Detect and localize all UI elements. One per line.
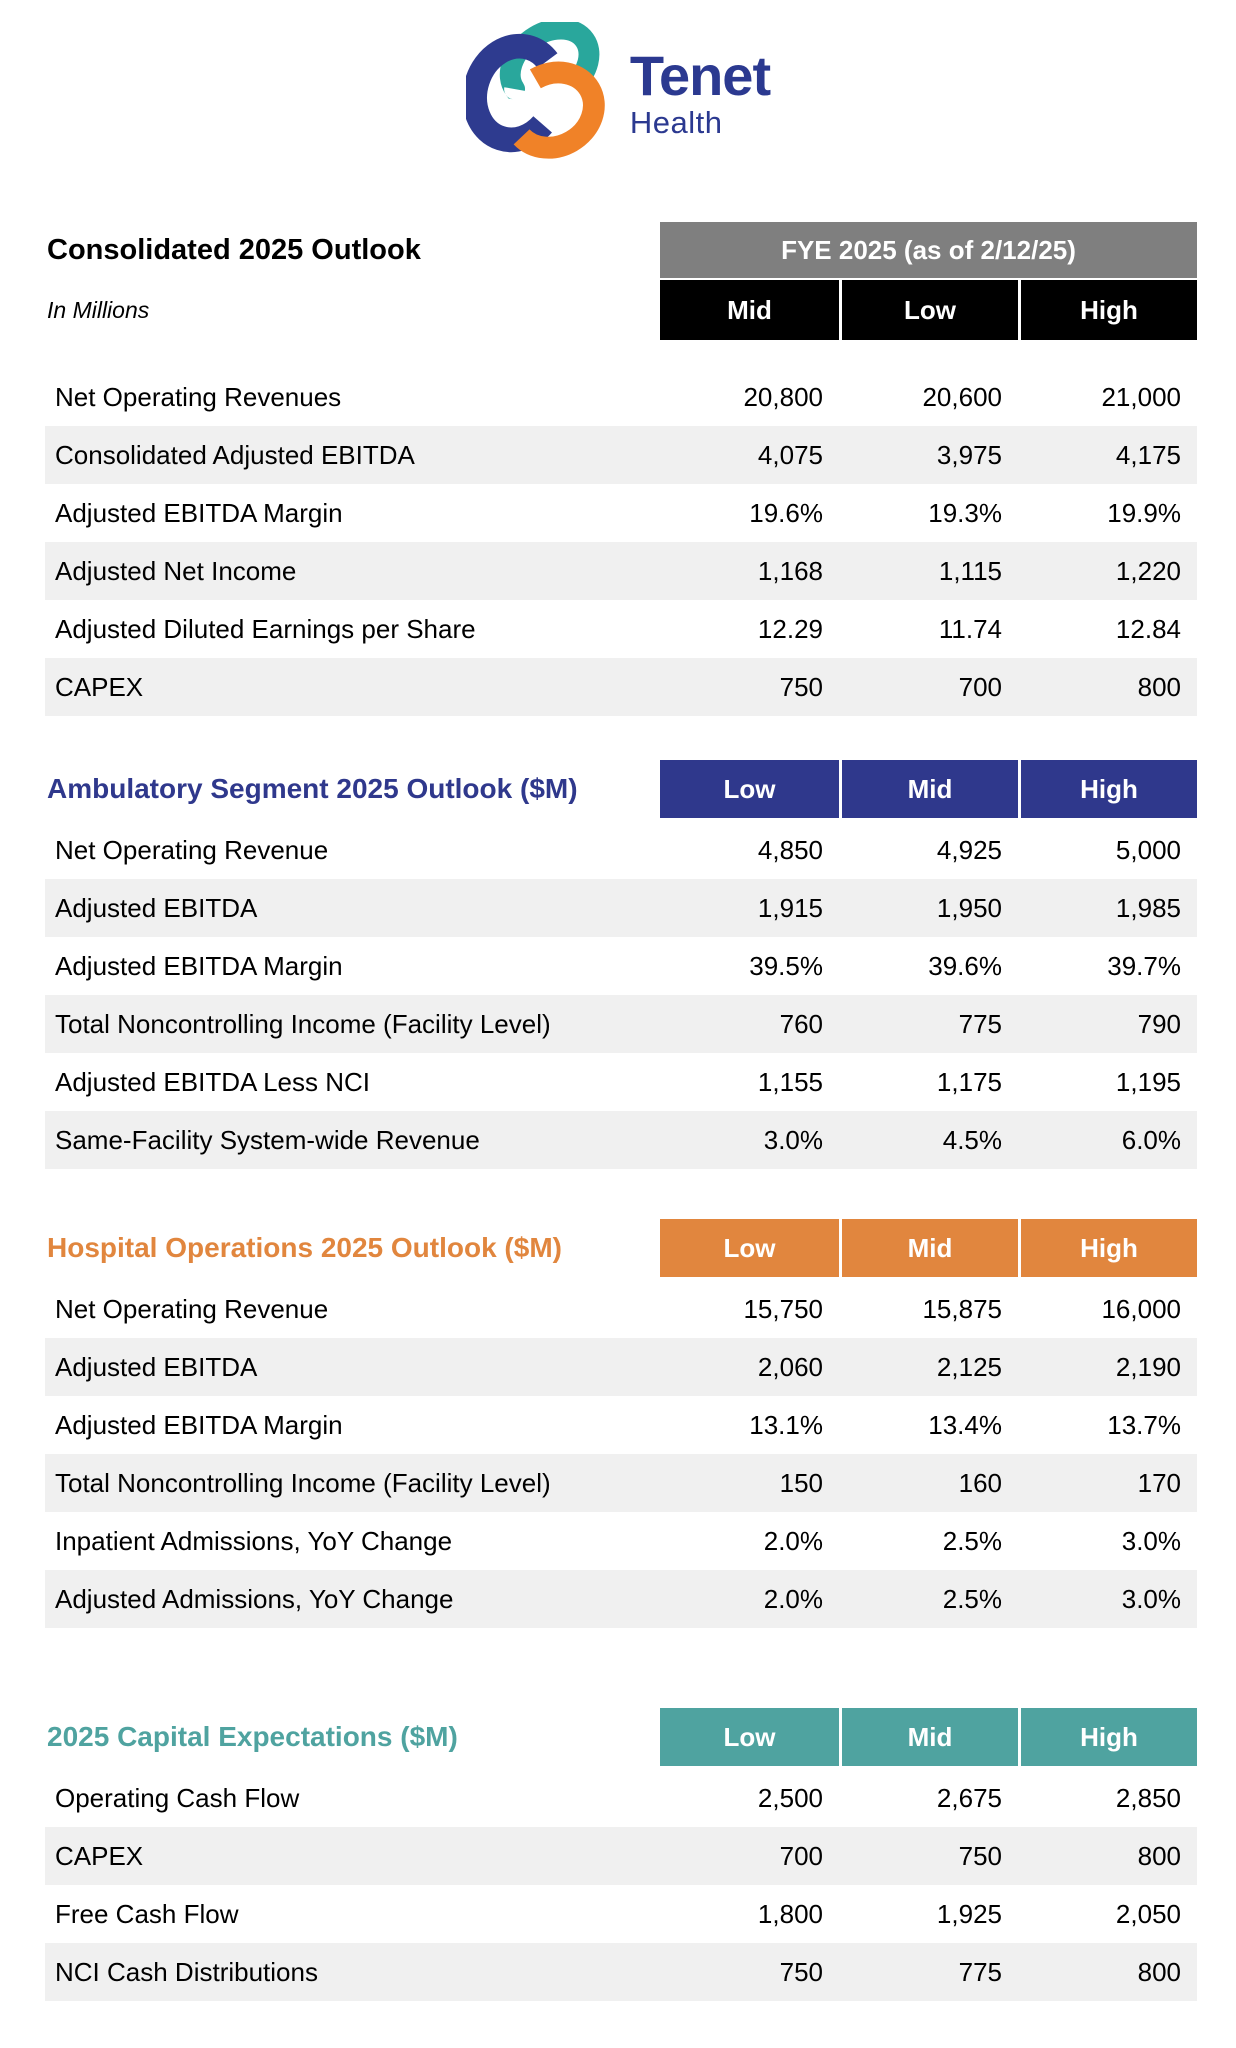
table-row xyxy=(45,1943,1197,2001)
cell-value: 4,850 xyxy=(757,834,823,865)
cell-value: 1,175 xyxy=(936,1066,1002,1097)
table-row xyxy=(45,1454,1197,1512)
ambulatory-outlook-column-header-mid: Mid xyxy=(839,760,1018,818)
brand-wordmark xyxy=(629,44,771,140)
capital-expectations-section xyxy=(45,1708,1197,2001)
row-label: Net Operating Revenue xyxy=(55,1293,329,1324)
capital-expectations-column-header-high: High xyxy=(1018,1708,1197,1766)
row-label: Total Noncontrolling Income (Facility Level) xyxy=(55,1467,551,1498)
consolidated-outlook-header xyxy=(45,222,1197,340)
consolidated-outlook-section xyxy=(45,222,1197,716)
cell-value: 19.3% xyxy=(928,497,1002,528)
cell-value: 150 xyxy=(779,1467,823,1498)
table-row xyxy=(45,879,1197,937)
cell-value: 760 xyxy=(779,1008,823,1039)
brand-subname: Health xyxy=(629,105,723,140)
ambulatory-outlook-section xyxy=(45,760,1197,1169)
cell-value: 1,985 xyxy=(1115,892,1181,923)
cell-value: 2.0% xyxy=(763,1525,823,1556)
table-row xyxy=(45,542,1197,600)
tenet-health-logo xyxy=(0,0,1236,172)
cell-value: 700 xyxy=(958,671,1002,702)
row-label: Adjusted EBITDA xyxy=(55,892,258,923)
cell-value: 1,115 xyxy=(938,555,1002,586)
cell-value: 800 xyxy=(1137,671,1181,702)
hospital-outlook-column-header-high: High xyxy=(1018,1219,1197,1277)
cell-value: 19.9% xyxy=(1107,497,1181,528)
cell-value: 19.6% xyxy=(749,497,823,528)
row-label: CAPEX xyxy=(55,1840,144,1871)
cell-value: 11.74 xyxy=(938,613,1002,644)
cell-value: 6.0% xyxy=(1121,1124,1181,1155)
cell-value: 700 xyxy=(779,1840,823,1871)
ambulatory-outlook-column-header-low: Low xyxy=(660,760,839,818)
row-label: Adjusted EBITDA Margin xyxy=(55,1409,343,1440)
brand-name: Tenet xyxy=(629,44,771,107)
cell-value: 20,600 xyxy=(922,381,1002,412)
consolidated-outlook-column-header-high: High xyxy=(1018,280,1197,340)
row-label: NCI Cash Distributions xyxy=(55,1956,318,1987)
cell-value: 750 xyxy=(779,671,823,702)
cell-value: 2,125 xyxy=(936,1351,1002,1382)
hospital-outlook-title: Hospital Operations 2025 Outlook ($M) xyxy=(47,1232,562,1263)
table-row xyxy=(45,1396,1197,1454)
capital-expectations-rows xyxy=(45,1769,1197,2001)
cell-value: 12.84 xyxy=(1115,613,1181,644)
cell-value: 1,195 xyxy=(1115,1066,1181,1097)
hospital-outlook-rows xyxy=(45,1280,1197,1628)
hospital-outlook-section xyxy=(45,1219,1197,1628)
cell-value: 2.5% xyxy=(942,1583,1002,1614)
capital-expectations-column-header-low: Low xyxy=(660,1708,839,1766)
cell-value: 2,050 xyxy=(1115,1898,1181,1929)
tables-host xyxy=(45,222,1197,2001)
table-row xyxy=(45,1338,1197,1396)
cell-value: 1,168 xyxy=(757,555,823,586)
cell-value: 775 xyxy=(958,1956,1002,1987)
table-row xyxy=(45,1769,1197,1827)
table-row xyxy=(45,995,1197,1053)
cell-value: 2.5% xyxy=(942,1525,1002,1556)
hospital-outlook-column-header-mid: Mid xyxy=(839,1219,1018,1277)
cell-value: 20,800 xyxy=(743,381,823,412)
consolidated-outlook-column-header-mid: Mid xyxy=(660,280,839,340)
row-label: Consolidated Adjusted EBITDA xyxy=(55,439,415,470)
row-label: Operating Cash Flow xyxy=(55,1782,300,1813)
cell-value: 39.5% xyxy=(749,950,823,981)
cell-value: 2,190 xyxy=(1115,1351,1181,1382)
cell-value: 750 xyxy=(779,1956,823,1987)
row-label: Adjusted Admissions, YoY Change xyxy=(55,1583,454,1614)
cell-value: 39.6% xyxy=(928,950,1002,981)
capital-expectations-column-header-mid: Mid xyxy=(839,1708,1018,1766)
row-label: Adjusted EBITDA Margin xyxy=(55,497,343,528)
table-row xyxy=(45,368,1197,426)
cell-value: 15,875 xyxy=(922,1293,1002,1324)
consolidated-outlook-subtitle: In Millions xyxy=(47,296,150,323)
cell-value: 800 xyxy=(1137,1840,1181,1871)
consolidated-outlook-column-header-low: Low xyxy=(839,280,1018,340)
row-label: Net Operating Revenue xyxy=(55,834,329,865)
hospital-outlook-header xyxy=(45,1219,1197,1277)
cell-value: 775 xyxy=(958,1008,1002,1039)
cell-value: 4,175 xyxy=(1115,439,1181,470)
hospital-outlook-column-header-low: Low xyxy=(660,1219,839,1277)
cell-value: 800 xyxy=(1137,1956,1181,1987)
table-row xyxy=(45,658,1197,716)
cell-value: 5,000 xyxy=(1115,834,1181,865)
row-label: Free Cash Flow xyxy=(55,1898,239,1929)
ambulatory-outlook-column-header-high: High xyxy=(1018,760,1197,818)
capital-expectations-title: 2025 Capital Expectations ($M) xyxy=(47,1721,458,1752)
cell-value: 13.1% xyxy=(749,1409,823,1440)
cell-value: 21,000 xyxy=(1101,381,1181,412)
cell-value: 1,925 xyxy=(936,1898,1002,1929)
ambulatory-outlook-rows xyxy=(45,821,1197,1169)
cell-value: 750 xyxy=(958,1840,1002,1871)
cell-value: 4,075 xyxy=(757,439,823,470)
row-label: Total Noncontrolling Income (Facility Level) xyxy=(55,1008,551,1039)
ambulatory-outlook-title: Ambulatory Segment 2025 Outlook ($M) xyxy=(47,773,578,804)
row-label: Adjusted Net Income xyxy=(55,555,297,586)
table-row xyxy=(45,1111,1197,1169)
cell-value: 790 xyxy=(1137,1008,1181,1039)
row-label: Adjusted Diluted Earnings per Share xyxy=(55,613,476,644)
cell-value: 160 xyxy=(958,1467,1002,1498)
cell-value: 3.0% xyxy=(763,1124,823,1155)
cell-value: 170 xyxy=(1137,1467,1181,1498)
cell-value: 3.0% xyxy=(1121,1525,1181,1556)
table-row xyxy=(45,1827,1197,1885)
table-row xyxy=(45,1885,1197,1943)
table-row xyxy=(45,1570,1197,1628)
tenet-logo-icon xyxy=(466,22,618,164)
row-label: Net Operating Revenues xyxy=(55,381,342,412)
ambulatory-outlook-header xyxy=(45,760,1197,818)
capital-expectations-header xyxy=(45,1708,1197,1766)
row-label: Adjusted EBITDA Less NCI xyxy=(55,1066,371,1097)
row-label: Inpatient Admissions, YoY Change xyxy=(55,1525,453,1556)
cell-value: 1,800 xyxy=(757,1898,823,1929)
row-label: Same-Facility System-wide Revenue xyxy=(55,1124,480,1155)
cell-value: 1,915 xyxy=(757,892,823,923)
cell-value: 1,950 xyxy=(936,892,1002,923)
table-row xyxy=(45,484,1197,542)
consolidated-outlook-span-header: FYE 2025 (as of 2/12/25) xyxy=(660,222,1197,278)
cell-value: 3.0% xyxy=(1121,1583,1181,1614)
cell-value: 2,675 xyxy=(936,1782,1002,1813)
cell-value: 4.5% xyxy=(942,1124,1002,1155)
cell-value: 39.7% xyxy=(1107,950,1181,981)
row-label: Adjusted EBITDA Margin xyxy=(55,950,343,981)
cell-value: 2.0% xyxy=(763,1583,823,1614)
row-label: CAPEX xyxy=(55,671,144,702)
cell-value: 12.29 xyxy=(757,613,823,644)
cell-value: 4,925 xyxy=(936,834,1002,865)
table-row xyxy=(45,1280,1197,1338)
cell-value: 13.4% xyxy=(928,1409,1002,1440)
cell-value: 2,850 xyxy=(1115,1782,1181,1813)
cell-value: 2,060 xyxy=(757,1351,823,1382)
cell-value: 3,975 xyxy=(936,439,1002,470)
row-label: Adjusted EBITDA xyxy=(55,1351,258,1382)
table-row xyxy=(45,821,1197,879)
cell-value: 1,220 xyxy=(1115,555,1181,586)
cell-value: 15,750 xyxy=(743,1293,823,1324)
table-row xyxy=(45,600,1197,658)
table-row xyxy=(45,1512,1197,1570)
consolidated-outlook-rows xyxy=(45,368,1197,716)
cell-value: 2,500 xyxy=(757,1782,823,1813)
table-row xyxy=(45,937,1197,995)
cell-value: 16,000 xyxy=(1101,1293,1181,1324)
cell-value: 13.7% xyxy=(1107,1409,1181,1440)
table-row xyxy=(45,426,1197,484)
table-row xyxy=(45,1053,1197,1111)
consolidated-outlook-title: Consolidated 2025 Outlook xyxy=(47,233,421,266)
cell-value: 1,155 xyxy=(757,1066,823,1097)
